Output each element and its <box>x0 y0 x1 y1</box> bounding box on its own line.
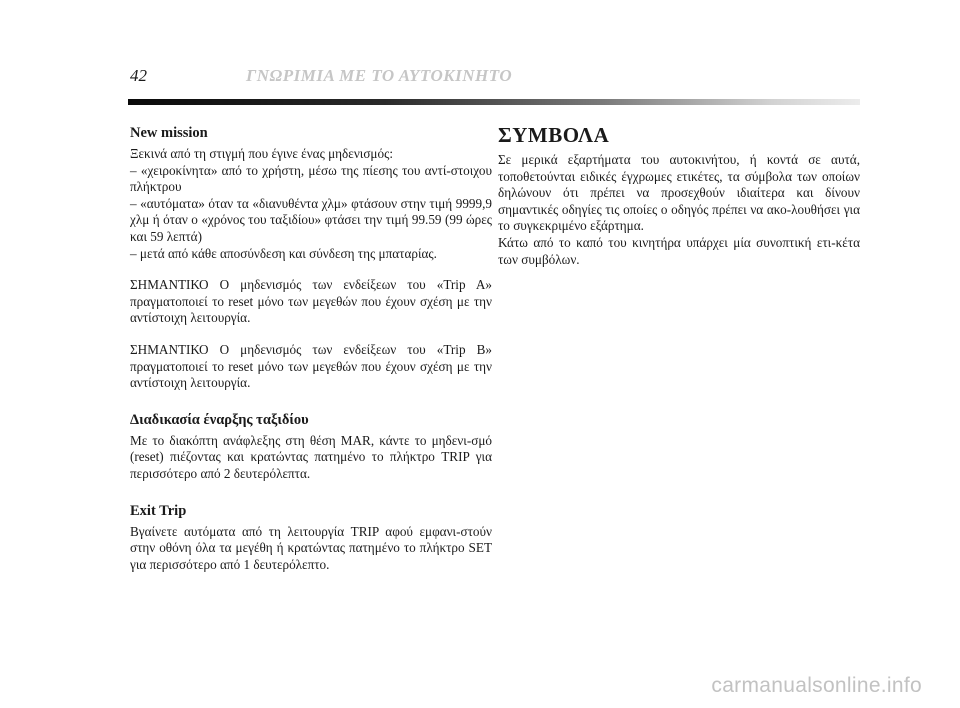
symbols-paragraph-hood: Κάτω από το καπό του κινητήρα υπάρχει μία συνοπτική ετι-κέτα των συμβόλων. <box>498 234 860 267</box>
new-mission-item-automatic: – «αυτόματα» όταν τα «διανυθέντα χλμ» φτάσουν στην τιμή 9999,9 χλμ ή όταν ο «χρόνος του ταξιδίου» φτάσει την τιμή 99.59 (99 ώρες και 59 λεπτά) <box>130 195 492 244</box>
new-mission-item-battery: – μετά από κάθε αποσύνδεση και σύνδεση της μπαταρίας. <box>130 245 437 261</box>
exit-trip-heading: Exit Trip <box>130 502 187 519</box>
left-column <box>130 124 492 573</box>
new-mission-intro: Ξεκινά από τη στιγμή που έγινε ένας μηδενισμός: <box>130 146 393 161</box>
page-number: 42 <box>130 66 147 85</box>
new-mission-item-manual: – «χειροκίνητα» από το χρήστη, μέσω της πίεσης του αντί-στοιχου πλήκτρου <box>130 162 492 195</box>
running-title: ΓΝΩΡΙΜΙΑ ΜΕ ΤΟ ΑΥΤΟΚΙΝΗΤΟ <box>246 66 513 85</box>
exit-trip-text: Βγαίνετε αυτόματα από τη λειτουργία TRIP αφού εμφανι-στούν στην οθόνη όλα τα μεγέθη ή κρατώντας πατημένο το πλήκτρο SET για περισσότερο από 1 δευτερόλεπτο. <box>130 523 492 572</box>
note-trip-b: ΣΗΜΑΝΤΙΚΟ Ο μηδενισμός των ενδείξεων του «Trip B» πραγματοποιεί το reset μόνο των μεγεθών που έχουν σχέση με την αντίστοιχη λειτουργία. <box>130 341 492 391</box>
header-rule <box>128 99 860 105</box>
note-trip-a: ΣΗΜΑΝΤΙΚΟ Ο μηδενισμός των ενδείξεων του «Trip A» πραγματοποιεί το reset μόνο των μεγεθών που έχουν σχέση με την αντίστοιχη λειτουργία. <box>130 277 492 326</box>
new-mission-heading: New mission <box>130 125 208 141</box>
right-column <box>498 124 860 268</box>
symbols-paragraph-labels: Σε μερικά εξαρτήματα του αυτοκινήτου, ή κοντά σε αυτά, τοποθετούνται ειδικές έγχρωμες ετικέτες, τα σύμβολα των οποίων δηλώνουν ότι πρέπει να προσεχθούν ιδιαίτερα και δίνουν σημαντικές οδηγίες τις οποίες ο οδηγός πρέπει να ακο-λουθήσει για το συγκεκριμένο εξάρτημα. <box>498 152 860 234</box>
trip-start-text: Με το διακόπτη ανάφλεξης στη θέση MAR, κάντε το μηδενι-σμό (reset) πιέζοντας και κρατώντας πατημένο το πλήκτρο TRIP για περισσότερο από 2 δευτερόλεπτα. <box>130 432 492 481</box>
watermark: carmanualsonline.info <box>711 674 922 697</box>
trip-start-heading: Διαδικασία έναρξης ταξιδίου <box>130 411 309 428</box>
symbols-heading: ΣΥΜΒΟΛΑ <box>498 123 610 147</box>
